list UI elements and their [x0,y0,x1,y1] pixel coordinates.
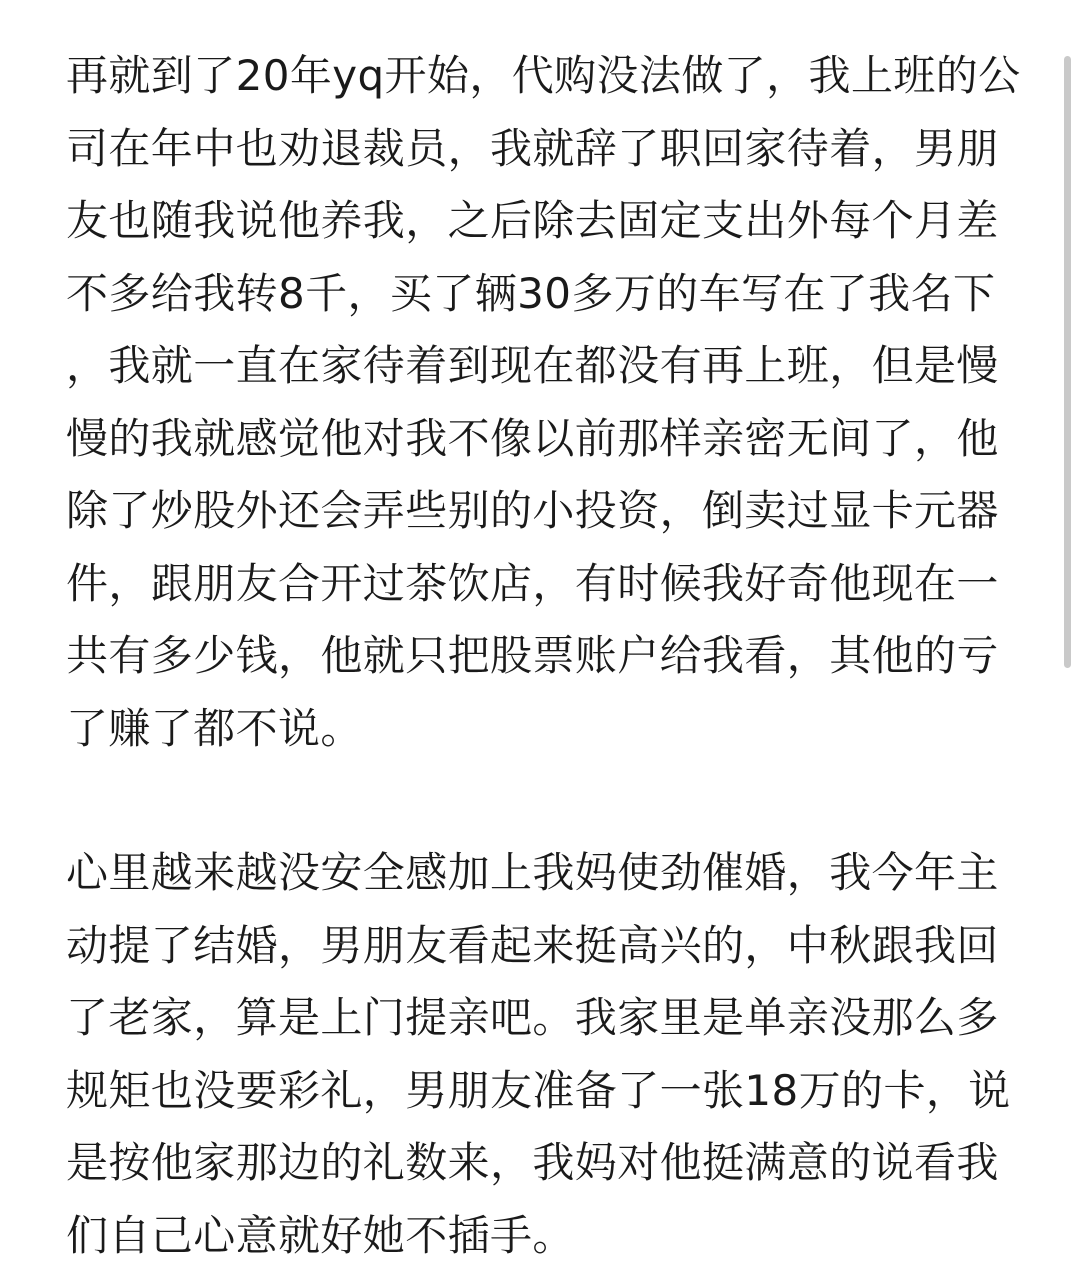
paragraph-line: 动提了结婚，男朋友看起来挺高兴的，中秋跟我回 [66,920,999,970]
paragraph-line: ，我就一直在家待着到现在都没有再上班，但是慢 [66,341,999,390]
paragraph-line: 共有多少钱，他就只把股票账户给我看，其他的亏 [66,631,999,680]
paragraph-line: 们自己心意就好她不插手。 [66,1210,575,1260]
paragraph-line: 心里越来越没安全感加上我妈使劲催婚，我今年主 [66,848,999,897]
paragraph-line: 件，跟朋友合开过茶饮店，有时候我好奇他现在一 [66,558,999,608]
paragraph-1 [66,40,1021,765]
paragraph-line: 规矩也没要彩礼，男朋友准备了一张18万的卡，说 [66,1065,1011,1115]
vertical-scrollbar[interactable] [1064,56,1071,668]
paragraph-line: 再就到了20年yq开始，代购没法做了，我上班的公 [66,51,1021,100]
paragraph-line: 慢的我就感觉他对我不像以前那样亲密无间了，他 [66,413,999,463]
paragraph-line: 司在年中也劝退裁员，我就辞了职回家待着，男朋 [66,123,999,173]
paragraph-line: 友也随我说他养我，之后除去固定支出外每个月差 [66,196,999,245]
paragraph-spacer [66,765,1016,837]
paragraph-line: 不多给我转8千，买了辆30多万的车写在了我名下 [66,268,996,318]
article-body [66,40,1021,1272]
paragraph-line: 除了炒股外还会弄些别的小投资，倒卖过显卡元器 [66,486,999,535]
paragraph-line: 是按他家那边的礼数来，我妈对他挺满意的说看我 [66,1138,999,1187]
paragraph-2 [66,837,1016,1272]
paragraph-line: 了老家，算是上门提亲吧。我家里是单亲没那么多 [66,993,999,1042]
paragraph-line: 了赚了都不说。 [66,703,363,753]
